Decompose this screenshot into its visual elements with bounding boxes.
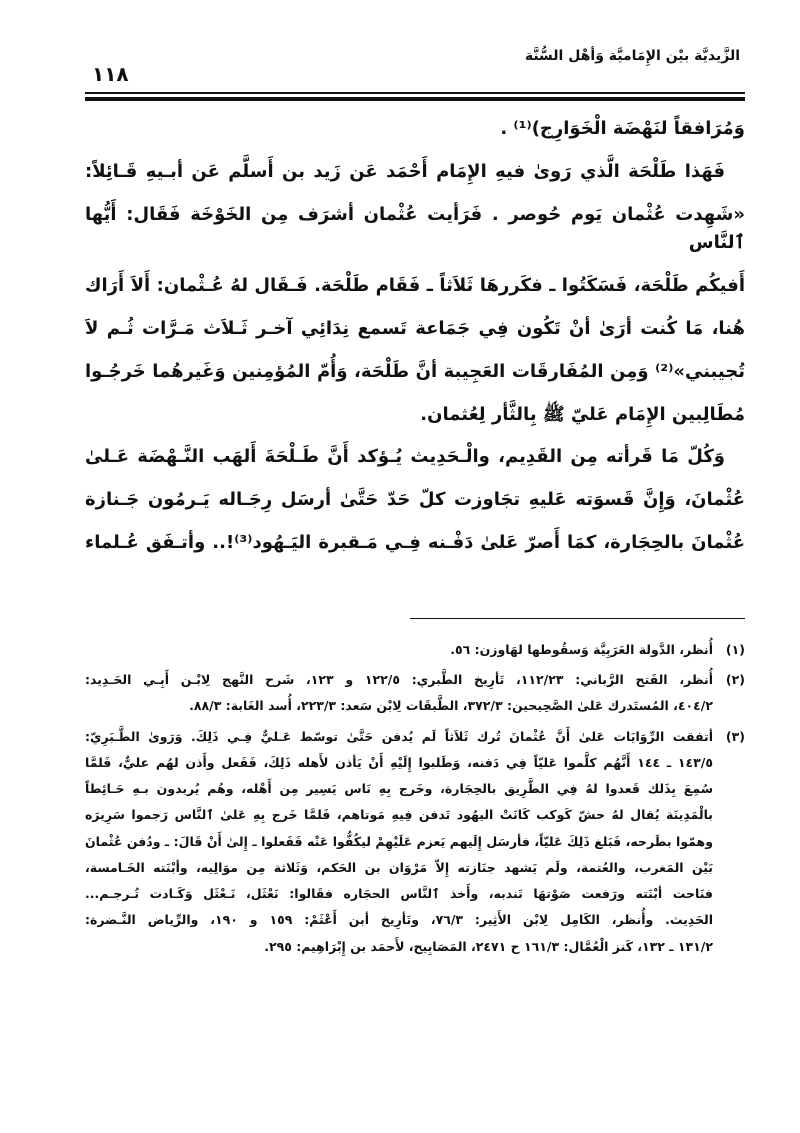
footnote-line: ١٤٣/٥ ـ ١٤٤ أَنَّهُم كلَّموا عَليّاً فِي دَفنه، وَطَلبوا إِلَيْهِ أَنْ يَأذن لأَهله ذَلِكَ، فَفَعل وأَذن لهُم عليٌّ، فَلمَّا <box>85 754 714 770</box>
footnote-number: (١) <box>725 641 745 657</box>
body-line: وَمُرَافقاً لنَهْضَة الْخَوَارِج)⁽¹⁾ . <box>500 118 745 139</box>
footnotes <box>85 637 745 960</box>
footnote-separator <box>410 618 745 619</box>
running-title: الزَّيديَّة بيْن الإِمَاميَّة وَأهْل السُّنَّة <box>524 48 740 64</box>
body-line: فَهَذا طَلْحَة الَّذي رَوىٰ فيهِ الإِمَام أَحْمَد عَن زَيد بن أَسلَّم عَن أبـيهِ قَـائِلاً: <box>85 160 725 182</box>
footnote-line: فنَاحت أبْنَته ورَفعت صَوْتهَا تَندبه، وأَخذ ٱلنَّاس الحجَاره فقَالوا: نَعْثَل، نَـعْثَل وَكَـادت تُـرجـم... <box>85 886 713 902</box>
footnote-line: بَيْن المَغرب، والعُتمة، ولَم يَشهد جنَازته إِلاّ مَرْوَان بن الحَكم، وَثَلاثة مِن موَالِيه، وأبْنَته الخَـامسة، <box>85 859 713 875</box>
body-line: عُثْمانَ، وَإِنَّ قَسوَته عَليهِ تجَاوزت كلّ حَدّ حَتَّىٰ أرسَل رِجَـاله يَـرمُون جَـنازة <box>85 489 745 511</box>
footnote-3 <box>85 724 745 960</box>
footnote-line: وهمّوا بطَرحه، فَبَلغ ذَلِكَ عَليّاً، فأرسَل إِلَيهم يَعزم عَلَيْهِمْ ليكُفُّوا عَنْه فَفَعلوا ـ إِلىٰ أَنْ قَالَ: ـ ودُفن عُثْمانَ <box>85 833 713 849</box>
footnote-line: ٤٠٤/٢، المُستَدرك عَلىٰ الصَّحِيحين: ٣٧٢/٣، الطَّبقَات لِابْن سَعد: ٢٢٣/٣، أُسد الغَابة: ٨٨/٣. <box>189 698 713 714</box>
footnote-2 <box>85 667 745 720</box>
body-line: عُثْمانَ بالحِجَارة، كمَا أَصرّ عَلىٰ دَفْـنه فِـي مَـقبرة اليَـهُود⁽³⁾!.. وأتـفَق عُـلماء <box>85 531 745 553</box>
body-line: «شَهِدت عُثْمان يَوم حُوصر . فَرَأيت عُثْمان أشرَف مِن الخَوْخَة فَقَال: أَيُّها ٱلنَّاس <box>85 203 745 254</box>
body-line: هُنا، مَا كُنت أرَىٰ أنْ تَكُون فِي جَمَاعة تَسمع نِدَائِي آخـر ثَـلاَث مَـرَّات ثُـم لاَ <box>85 317 745 339</box>
body-text <box>85 115 745 558</box>
footnote-line: بالْمَدِينَة يُقال لهُ حشّ كَوكب كَانَتْ اليهُود تَدفن فِيهِ مَوتاهم، فَلمَّا خَرج بِهِ عَلىٰ ٱلنَّاس رَجموا سَرِيرَه <box>85 807 713 823</box>
page-number: ١١٨ <box>92 62 129 86</box>
footnote-line: ١٣١/٢ ـ ١٣٢، كَنز الْعُمَّال: ١٦١/٣ ح ٢٤٧١، المَصَابِيح، لأَحمَد بن إِبْرَاهِيم: ٢٩٥. <box>264 938 713 954</box>
header-rule-thick <box>85 97 745 101</box>
running-header <box>85 44 745 92</box>
footnote-line: سُمِعَ بِذَلك قَعدوا لهُ فِي الطَّرِيق بالحِجَارة، وخَرج بِهِ نَاس يَسِير مِن أَهْله، وهُم يُريدون بـهِ حَـائِطاً <box>85 781 713 797</box>
body-line: تُجيبني»⁽²⁾ وَمِن المُفَارقَات العَجِيبة أنَّ طَلْحَة، وَأُمّ المُؤمِنين وَغَيرهُما خَرجُـوا <box>85 360 745 382</box>
body-line: أَفيكُم طَلْحَة، فَسَكَتُوا ـ فكَررهَا ثَلاَثاً ـ فَقَام طَلْحَة. فَـقَال لهُ عُـثْمان: أَلاَ أَرَاك <box>85 275 745 297</box>
footnote-line: الحَدِيث. وأُنظر، الكَامِل لِابْن الأَثِير: ٧٦/٣، وتَأرِيخ أبن أَعْثَمْ: ١٥٩ و ١٩٠، والرِّياض النَّـضرة: <box>85 912 713 928</box>
body-line: وَكُلّ مَا قَرأته مِن القَدِيم، والْـحَدِيث يُـؤكد أَنَّ طَـلْحَةَ أَلهَب النَّـهْضَة عَـلىٰ <box>85 446 725 468</box>
body-line: مُطَالِبين الإِمَام عَليّ ﷺ بِالثَّأر لِعُثمان. <box>420 403 745 425</box>
footnote-number: (٢) <box>725 672 745 688</box>
footnote-1 <box>85 637 745 663</box>
header-rule-thin <box>85 92 745 94</box>
footnote-number: (٣) <box>725 728 745 744</box>
footnote-line: أتفقت الرِّوَايَات عَلىٰ أَنَّ عُثْمانَ تُرك ثَلاَثاً لَم يُدفن حَتَّىٰ توسّط عَـليٌّ فِـي ذَلِكَ. وَرَوىٰ الطَّـبَرِيّ: <box>85 728 713 744</box>
footnote-line: أُنظر، الدَّولة العَرَبِيَّة وَسقُوطها لهَاوزن: ٥٦. <box>450 641 713 657</box>
footnote-line: أُنظر، الفَتح الرَّباني: ١١٢/٢٣، تَأرِيخ الطَّبري: ١٢٢/٥ و ١٢٣، شَرح النَّهج لِابْـن أَبِـي الحَـدِيد: <box>85 672 713 688</box>
